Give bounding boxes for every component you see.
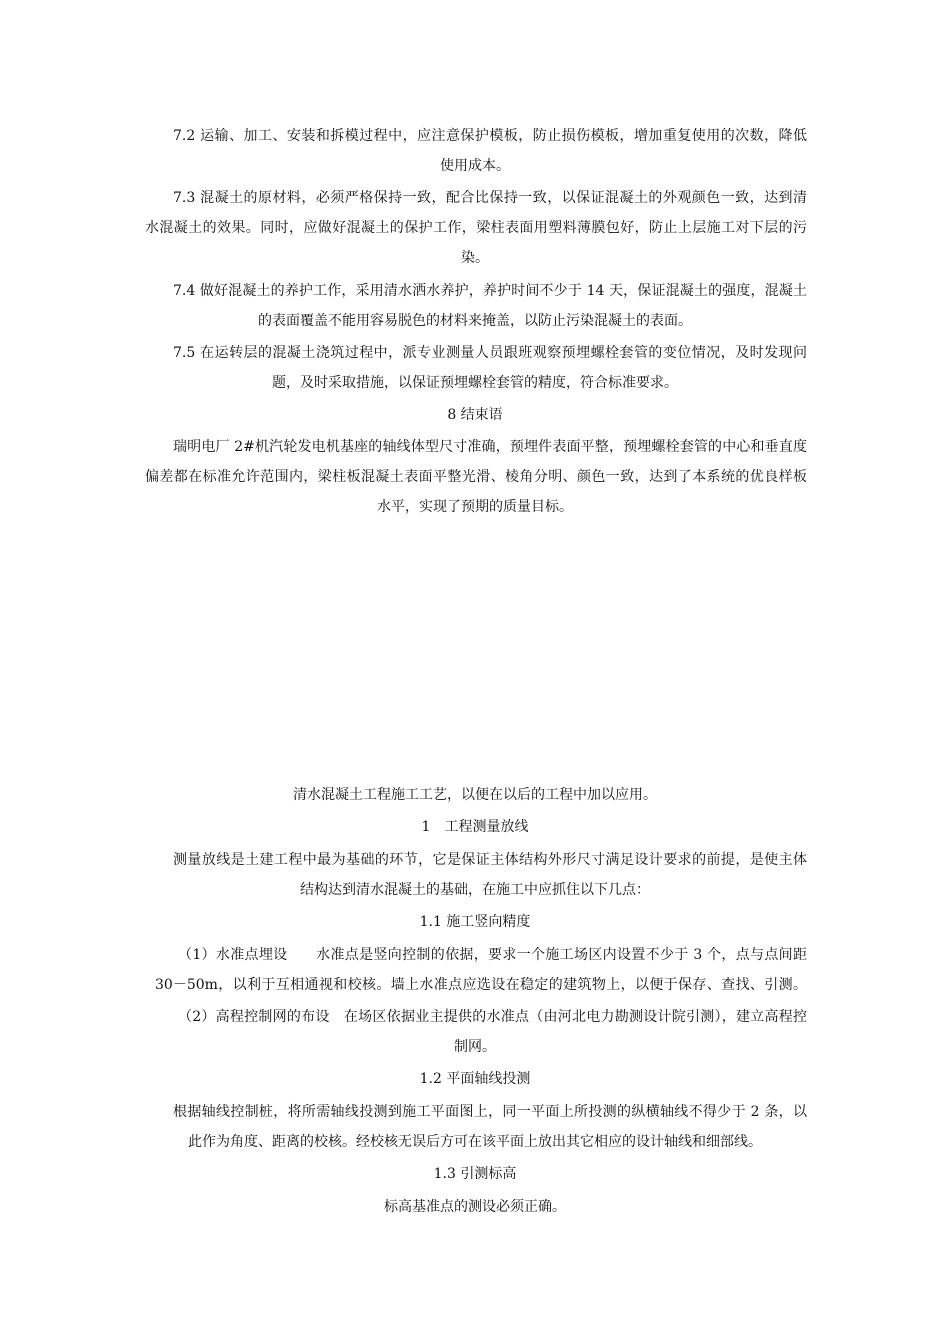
paragraph-7-3-line-1: 7.3 混凝土的原材料，必须严格保持一致，配合比保持一致，以保证混凝土的外观颜色一致，达到清	[173, 190, 807, 206]
paragraph-1-1-a-line-2: 30－50m，以利于互相通视和校核。墙上水准点应选设在稳定的建筑物上，以便于保存、查找、引测。	[155, 977, 807, 993]
paragraph-7-3-line-3: 染。	[461, 250, 489, 266]
intro-line: 清水混凝土工程施工工艺，以便在以后的工程中加以应用。	[293, 787, 657, 803]
paragraph-7-5-line-2: 题，及时采取措施，以保证预埋螺栓套管的精度，符合标准要求。	[272, 375, 678, 391]
paragraph-7-2-line-1: 7.2 运输、加工、安装和拆模过程中，应注意保护模板，防止损伤模板，增加重复使用的次数，降低	[173, 128, 807, 144]
paragraph-1-2-line-1: 根据轴线控制桩，将所需轴线投测到施工平面图上，同一平面上所投测的纵横轴线不得少于 2 条，以	[173, 1104, 807, 1120]
paragraph-1-1-b-line-1: （2）高程控制网的布设 在场区依据业主提供的水准点（由河北电力勘测设计院引测），建立高程控	[178, 1009, 807, 1025]
paragraph-8-line-2: 偏差都在标准允许范围内，梁柱板混凝土表面平整光滑、棱角分明、颜色一致，达到了本系统的优良样板	[145, 469, 807, 485]
paragraph-7-5-line-1: 7.5 在运转层的混凝土浇筑过程中，派专业测量人员跟班观察预埋螺栓套管的变位情况，及时发现问	[173, 345, 807, 361]
paragraph-7-4-line-2: 的表面覆盖不能用容易脱色的材料来掩盖，以防止污染混凝土的表面。	[258, 313, 692, 329]
heading-1-1: 1.1 施工竖向精度	[419, 914, 531, 930]
paragraph-7-3-line-2: 水混凝土的效果。同时，应做好混凝土的保护工作，梁柱表面用塑料薄膜包好，防止上层施工对下层的污	[145, 220, 807, 236]
heading-1-3: 1.3 引测标高	[433, 1166, 517, 1182]
paragraph-1-line-2: 结构达到清水混凝土的基础，在施工中应抓住以下几点：	[300, 882, 650, 898]
paragraph-1-1-b-line-2: 制网。	[454, 1039, 496, 1055]
paragraph-1-1-a-line-1: （1）水准点埋设 水准点是竖向控制的依据，要求一个施工场区内设置不少于 3 个，点与点间距	[178, 947, 807, 963]
paragraph-1-3: 标高基准点的测设必须正确。	[384, 1199, 566, 1215]
heading-1-survey: 1 工程测量放线	[421, 819, 529, 835]
heading-1-2: 1.2 平面轴线投测	[419, 1071, 531, 1087]
paragraph-8-line-1: 瑞明电厂 2#机汽轮发电机基座的轴线体型尺寸准确，预埋件表面平整，预埋螺栓套管的中心和垂直度	[173, 439, 807, 455]
paragraph-8-line-3: 水平，实现了预期的质量目标。	[377, 499, 573, 515]
paragraph-7-4-line-1: 7.4 做好混凝土的养护工作，采用清水洒水养护，养护时间不少于 14 天，保证混凝土的强度，混凝土	[173, 283, 807, 299]
paragraph-1-line-1: 测量放线是土建工程中最为基础的环节，它是保证主体结构外形尺寸满足设计要求的前提，是使主体	[173, 852, 807, 868]
paragraph-7-2-line-2: 使用成本。	[440, 158, 510, 174]
paragraph-1-2-line-2: 此作为角度、距离的校核。经校核无误后方可在该平面上放出其它相应的设计轴线和细部线。	[188, 1134, 762, 1150]
heading-8-conclusion: 8 结束语	[447, 407, 503, 423]
